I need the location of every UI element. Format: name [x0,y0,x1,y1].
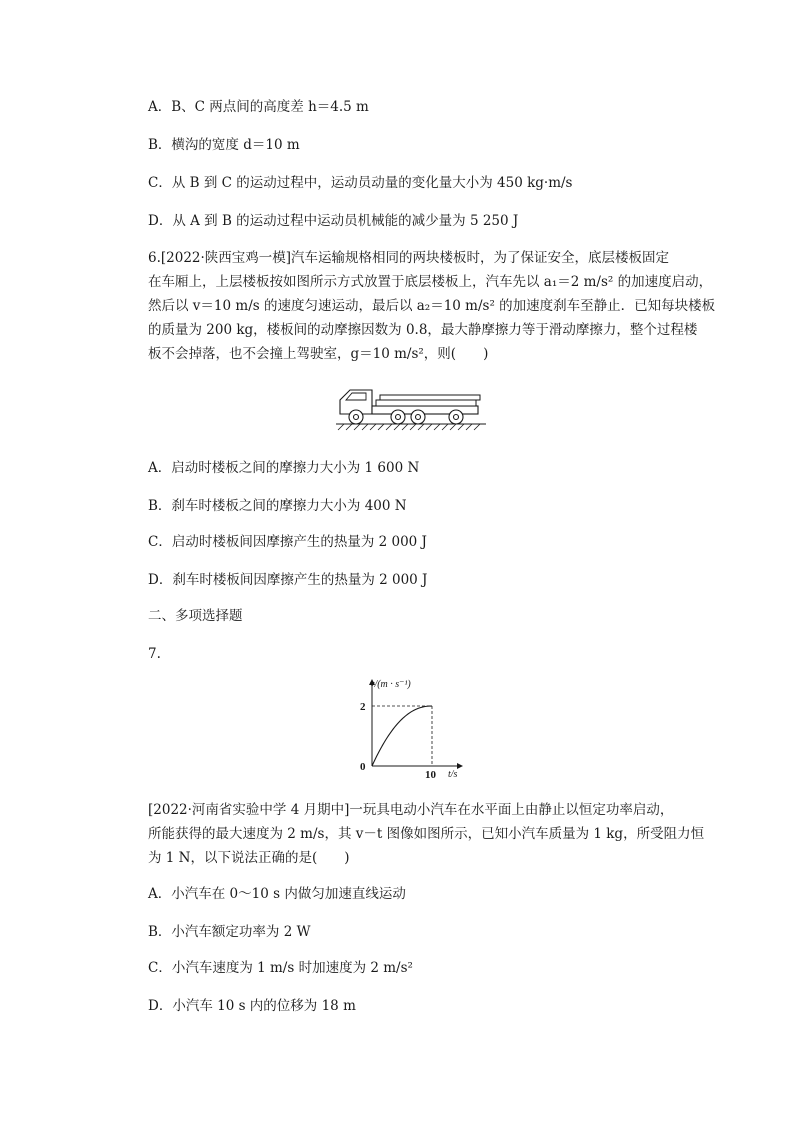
q6-stem-line-5: 板不会掉落，也不会撞上驾驶室，g＝10 m/s²，则( ) [148,346,489,362]
q7-number: 7. [148,646,161,662]
vt-graph [352,678,472,782]
q7-stem-line-3: 为 1 N，以下说法正确的是( ) [148,850,350,866]
q5-option-d: D．从 A 到 B 的运动过程中运动员机械能的减少量为 5 250 J [148,213,519,229]
y-tick-label: 2 [360,701,366,713]
q6-option-b: B．刹车时楼板之间的摩擦力大小为 400 N [148,498,407,514]
q7-stem-line-1: [2022·河南省实验中学 4 月期中]一玩具电动小汽车在水平面上由静止以恒定功率启动， [148,802,674,818]
top-floor-slab [380,395,480,400]
q6-option-a: A．启动时楼板之间的摩擦力大小为 1 600 N [148,460,420,476]
q5-option-c: C．从 B 到 C 的运动过程中，运动员动量的变化量大小为 450 kg·m/s [148,175,573,191]
q6-stem-line-3: 然后以 v＝10 m/s 的速度匀速运动，最后以 a₂＝10 m/s² 的加速度刹车至静止．已知每块楼板 [148,298,716,314]
q6-stem-line-2: 在车厢上，上层楼板按如图所示方式放置于底层楼板上，汽车先以 a₁＝2 m/s² 的加速度启动， [148,274,713,290]
q7-option-c: C．小汽车速度为 1 m/s 时加速度为 2 m/s² [148,960,413,976]
truck-figure [336,378,486,438]
bottom-floor-slab [376,400,476,406]
velocity-curve [372,706,432,766]
y-axis-label: v/(m · s⁻¹) [370,679,411,690]
section-heading: 二、多项选择题 [148,608,243,624]
q5-option-b: B．横沟的宽度 d＝10 m [148,137,300,153]
q7-stem-line-2: 所能获得的最大速度为 2 m/s，其 v－t 图像如图所示，已知小汽车质量为 1 kg，所受阻力恒 [148,826,705,842]
ground-hatching [338,424,480,430]
q6-option-d: D．刹车时楼板间因摩擦产生的热量为 2 000 J [148,572,428,588]
q6-option-c: C．启动时楼板间因摩擦产生的热量为 2 000 J [148,534,427,550]
q6-stem-line-4: 的质量为 200 kg，楼板间的动摩擦因数为 0.8，最大静摩擦力等于滑动摩擦力，整个过程楼 [148,322,698,338]
q6-stem-line-1: 6.[2022·陕西宝鸡一模]汽车运输规格相同的两块楼板时，为了保证安全，底层楼板固定 [148,250,670,266]
q7-option-d: D．小汽车 10 s 内的位移为 18 m [148,998,356,1014]
origin-label: 0 [360,761,366,773]
q7-option-b: B．小汽车额定功率为 2 W [148,924,311,940]
q5-option-a: A．B、C 两点间的高度差 h＝4.5 m [148,99,369,115]
x-tick-label: 10 [425,769,436,781]
q7-option-a: A．小汽车在 0～10 s 内做匀加速直线运动 [148,886,406,902]
x-axis-label: t/s [448,769,458,780]
